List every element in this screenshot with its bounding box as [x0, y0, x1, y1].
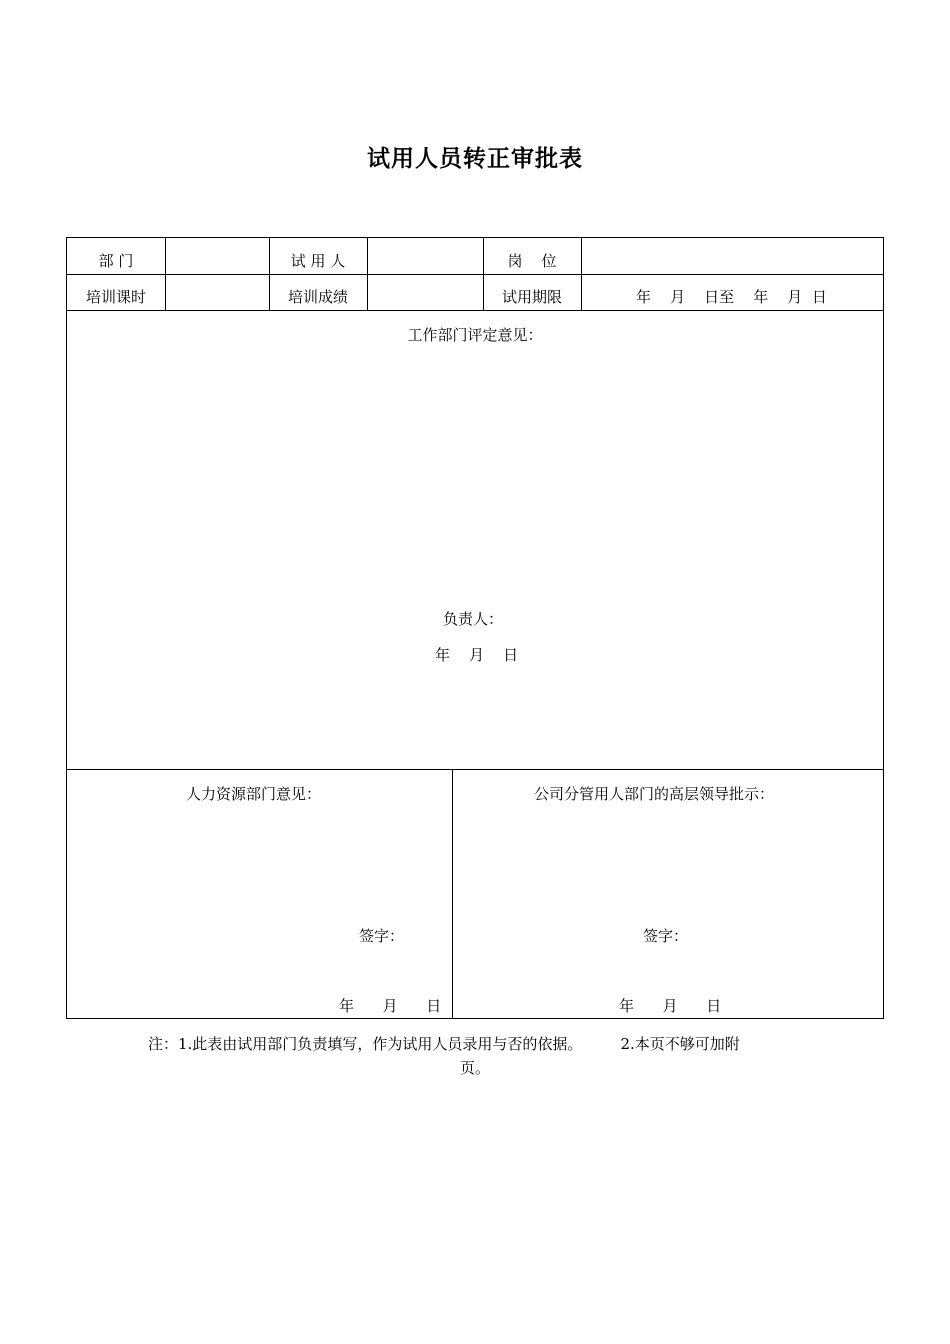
footnote-line-1: 注：1.此表由试用部门负责填写，作为试用人员录用与否的依据。 2.本页不够可加附 [148, 1035, 740, 1053]
footnote-line-2: 页。 [459, 1059, 490, 1077]
col-divider-3 [367, 238, 368, 310]
row-divider-2 [67, 310, 883, 311]
trainee-label: 试 用 人 [290, 252, 346, 270]
approval-form [66, 237, 884, 1019]
position-label: 岗 位 [507, 252, 557, 270]
hours-label: 培训课时 [85, 288, 146, 306]
executive-sign-label: 签字： [643, 927, 689, 945]
hr-sign-label: 签字： [359, 927, 405, 945]
dept-label: 部 门 [98, 252, 134, 270]
col-divider-5 [581, 238, 582, 310]
period-value[interactable]: 年 月 日至 年 月 日 [636, 288, 827, 306]
row-divider-3 [67, 769, 883, 770]
hr-dept-opinion-label: 人力资源部门意见： [186, 785, 322, 803]
bottom-col-divider [452, 769, 453, 1018]
row-divider-1 [67, 274, 883, 275]
work-dept-date: 年 月 日 [435, 646, 519, 664]
hr-date: 年 月 日 [339, 997, 442, 1015]
executive-approval-label: 公司分管用人部门的高层领导批示： [534, 785, 775, 803]
work-dept-responsible-label: 负责人： [443, 610, 504, 628]
col-divider-1 [165, 238, 166, 310]
footnote [148, 1032, 828, 1056]
executive-date: 年 月 日 [619, 997, 722, 1015]
score-label: 培训成绩 [287, 288, 348, 306]
work-dept-opinion-label: 工作部门评定意见： [407, 326, 543, 344]
page-title: 试用人员转正审批表 [367, 146, 583, 172]
period-label: 试用期限 [501, 288, 562, 306]
